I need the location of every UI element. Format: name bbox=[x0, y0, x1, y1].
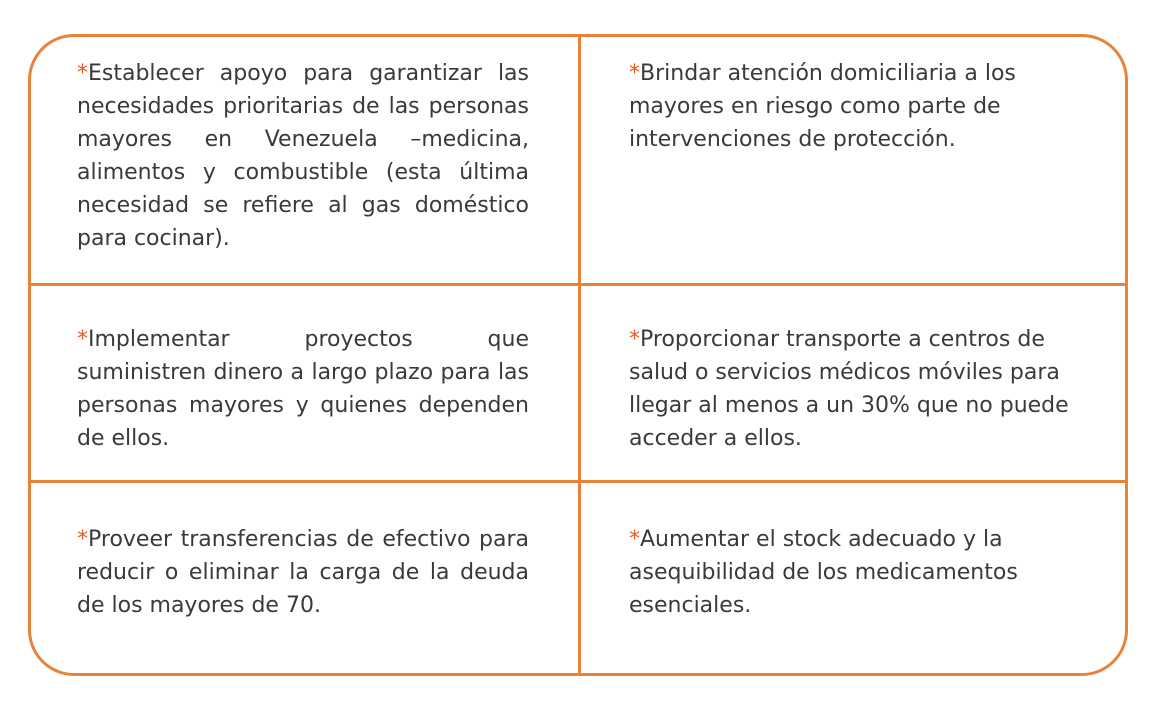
recommendation-text: Aumentar el stock adecuado y la asequibilidad de los medicamentos esenciales. bbox=[629, 527, 1018, 618]
asterisk-marker: * bbox=[629, 527, 640, 552]
recommendation-text: Proporcionar transporte a centros de salud o servicios médicos móviles para llegar al menos a un 30% que no puede acceder a ellos. bbox=[629, 327, 1069, 451]
recommendation-cell-1 bbox=[77, 57, 529, 255]
recommendation-cell-5 bbox=[77, 523, 529, 622]
recommendations-grid bbox=[28, 34, 1128, 676]
recommendation-cell-2 bbox=[629, 57, 1099, 156]
recommendation-text: Establecer apoyo para garantizar las necesidades prioritarias de las personas mayores en Venezuela –medicina, alimentos y combustible (esta última necesidad se refiere al gas doméstico para cocinar). bbox=[77, 61, 529, 251]
asterisk-marker: * bbox=[77, 527, 88, 552]
asterisk-marker: * bbox=[629, 327, 640, 352]
asterisk-marker: * bbox=[77, 327, 88, 352]
recommendation-cell-4 bbox=[629, 323, 1099, 455]
row-divider-2 bbox=[31, 480, 1125, 483]
recommendation-text: Implementar proyectos que suministren dinero a largo plazo para las personas mayores y quienes dependen de ellos. bbox=[77, 327, 529, 451]
asterisk-marker: * bbox=[77, 61, 88, 86]
recommendation-text: Proveer transferencias de efectivo para reducir o eliminar la carga de la deuda de los mayores de 70. bbox=[77, 527, 529, 618]
recommendation-cell-6 bbox=[629, 523, 1099, 622]
row-divider-1 bbox=[31, 283, 1125, 286]
column-divider bbox=[578, 37, 581, 673]
recommendation-cell-3 bbox=[77, 323, 529, 455]
asterisk-marker: * bbox=[629, 61, 640, 86]
recommendation-text: Brindar atención domiciliaria a los mayores en riesgo como parte de intervenciones de protección. bbox=[629, 61, 1016, 152]
